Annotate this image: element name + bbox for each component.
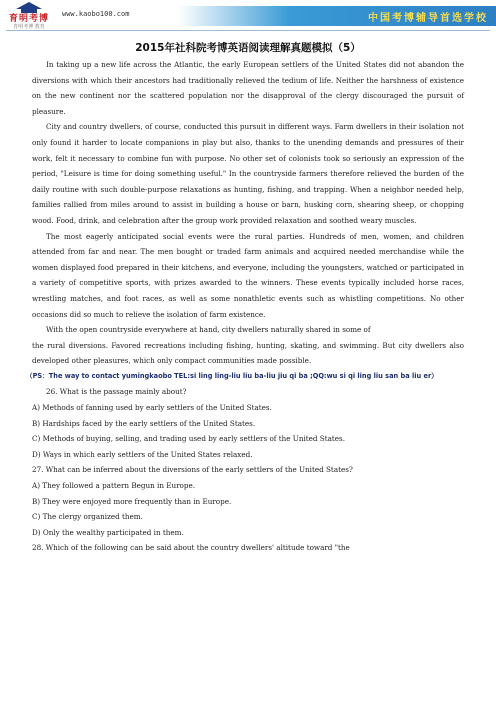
- page-header: [0, 0, 496, 38]
- question-stem: 26. What is the passage mainly about?: [46, 387, 187, 397]
- answer-option: A) They followed a pattern Begun in Europe.: [32, 481, 196, 491]
- document-body: [26, 57, 464, 556]
- answer-option: C) The clergy organized them.: [32, 512, 143, 522]
- logo-name: 育明考博: [8, 14, 49, 24]
- passage-paragraph: With the open countryside everywhere at hand, city dwellers naturally shared in some of: [46, 325, 371, 335]
- header-divider: [6, 30, 490, 31]
- answer-option: B) They were enjoyed more frequently than in Europe.: [32, 496, 232, 506]
- banner-slogan: 中国考博辅导首选学校: [368, 13, 488, 24]
- contact-note: （PS：The way to contact yumingkaobo TEL:si ling ling-liu liu ba-liu jiu qi ba ;QQ:wu si qi ling liu san ba liu er）: [26, 371, 438, 380]
- answer-option: C) Methods of buying, selling, and trading used by early settlers of the United States.: [32, 434, 345, 444]
- question-stem: 28. Which of the following can be said about the country dwellers' altitude toward "the: [32, 543, 350, 553]
- header-url: www.kaobo100.com: [62, 10, 130, 18]
- graduation-cap-icon: [16, 2, 42, 9]
- answer-option: B) Hardships faced by the early settlers of the United States.: [32, 418, 256, 428]
- document-title: 2015年社科院考博英语阅读理解真题模拟（5）: [135, 42, 361, 54]
- passage-paragraph: the rural diversions. Favored recreations including fishing, hunting, skating, and swimming. But city dwellers also developed other pleasures, which only compact communities made possible.: [32, 340, 464, 366]
- answer-option: D) Only the wealthy participated in them.: [32, 527, 184, 537]
- logo-subtitle: 育明考博 教育: [13, 24, 45, 30]
- answer-option: D) Ways in which early settlers of the United States relaxed.: [32, 449, 253, 459]
- passage-paragraph: City and country dwellers, of course, conducted this pursuit in different ways. Farm dwellers in their isolation not only found it harder to locate companions in play but also, thanks to the unending demands and pressures of their work, felt it necessary to combine fun with purpose. No other set of colonists took so seriously an expression of the period, "Leisure is time for doing something useful." In the countryside farmers therefore relieved the burden of the daily routine with such double-purpose relaxations as hunting, fishing, and trapping. When a neighbor needed help, families rallied from miles around to assist in building a house or barn, husking corn, shearing sheep, or chopping wood. Food, drink, and celebration after the group work provided relaxation and soothed weary muscles.: [32, 122, 464, 225]
- header-banner: [178, 6, 496, 26]
- passage-paragraph: The most eagerly anticipated social events were the rural parties. Hundreds of men, women, and children attended from far and near. The men bought or traded farm animals and acquired needed merchandise while the women displayed food prepared in their kitchens, and everyone, including the youngsters, watched or participated in a variety of competitive sports, with prizes awarded to the winners. These events typically included horse races, wrestling matches, and foot races, as well as some nonathletic events such as whistling competitions. No other occasions did so much to relieve the isolation of farm existence.: [32, 231, 464, 319]
- passage-paragraph: In taking up a new life across the Atlantic, the early European settlers of the United States did not abandon the diversions with which their ancestors had traditionally relieved the tedium of life. Neither the harshness of existence on the new continent nor the scattered population nor the disapproval of the clergy discouraged the pursuit of pleasure.: [32, 60, 464, 116]
- answer-option: A) Methods of fanning used by early settlers of the United States.: [32, 403, 272, 413]
- question-stem: 27. What can be inferred about the diversions of the early settlers of the United States?: [32, 465, 353, 475]
